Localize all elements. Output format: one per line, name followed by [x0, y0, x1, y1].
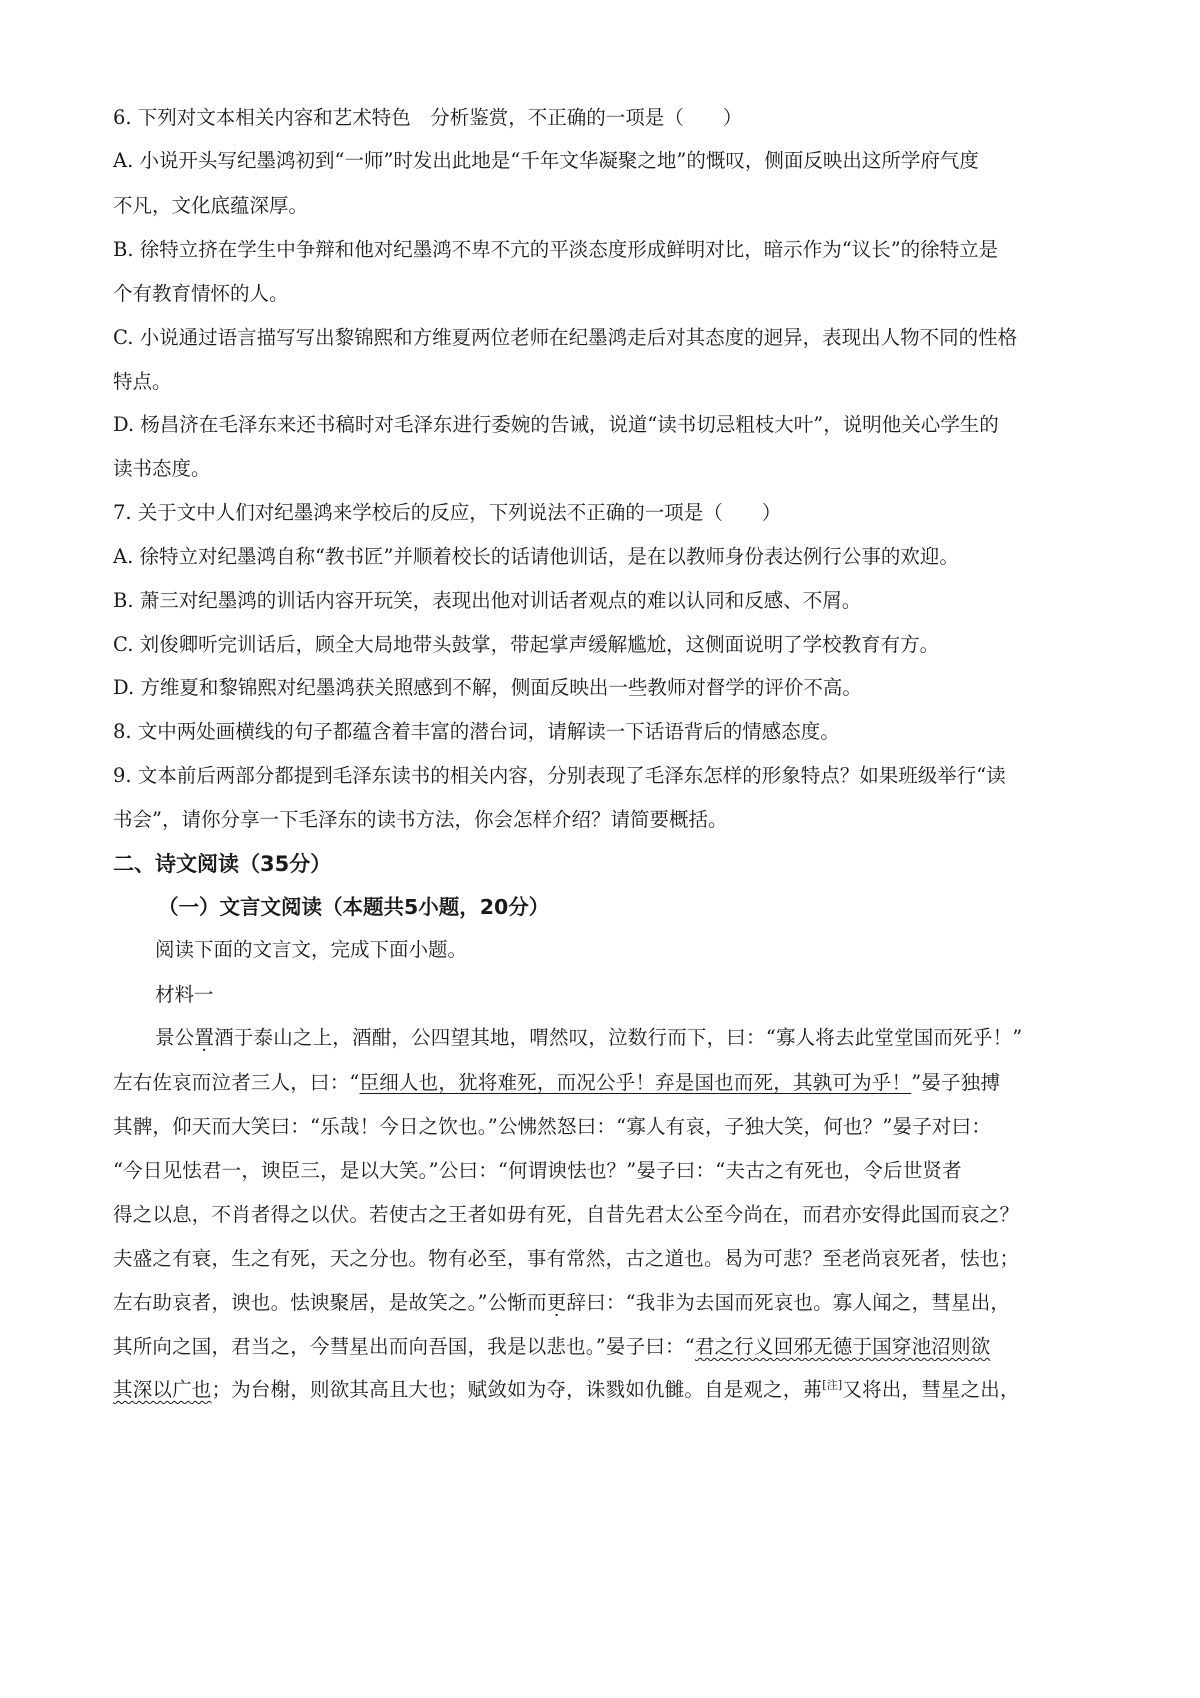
- q7-option-a: A. 徐特立对纪墨鸿自称“教书匠”并顺着校长的话请他训话，是在以教师身份表达例行公事的欢迎。: [113, 545, 959, 568]
- q7-option-d: D. 方维夏和黎锦熙对纪墨鸿获关照感到不解，侧面反映出一些教师对督学的评价不高。: [113, 676, 862, 699]
- classical-line-8: [113, 1333, 1103, 1361]
- q6-option-a-line1: A. 小说开头写纪墨鸿初到“一师”时发出此地是“千年文华凝聚之地”的慨叹，侧面反映出这所学府气度: [113, 149, 979, 172]
- text-run: 左右助哀者，谀也。怯谀聚居，是故笑之。”公惭而: [113, 1291, 547, 1314]
- classical-line-5: 得之以息，不肖者得之以伏。若使古之王者如毋有死，自昔先君太公至今尚在，而君亦安得此国而哀之？: [113, 1203, 1020, 1226]
- q6-option-b-line1: B. 徐特立挤在学生中争辩和他对纪墨鸿不卑不亢的平淡态度形成鲜明对比，暗示作为“议长”的徐特立是: [113, 238, 999, 261]
- classical-line-2: [113, 1069, 1103, 1097]
- text-run: 左右佐哀而泣者三人，曰：“: [113, 1071, 360, 1094]
- text-run: 其所向之国，君当之，今彗星出而向吾国，我是以悲也。”晏子曰：“: [113, 1335, 695, 1358]
- text-run: ；为台榭，则欲其高且大也；赋敛如为夺，诛戮如仇雠。自是观之，茀: [211, 1378, 823, 1401]
- q6-option-b-line2: 个有教育情怀的人。: [113, 282, 289, 305]
- q8-stem: 8. 文中两处画横线的句子都蕴含着丰富的潜台词，请解读一下话语背后的情感态度。: [113, 720, 840, 743]
- text-run: 辞曰：“我非为去国而死哀也。寡人闻之，彗星出，: [566, 1291, 1011, 1314]
- emphasis-char: 更: [546, 1291, 567, 1314]
- classical-line-6: 夫盛之有衰，生之有死，天之分也。物有必至，事有常然，古之道也。曷为可悲？至老尚哀死者，怯也；: [113, 1247, 1020, 1270]
- q7-option-b: B. 萧三对纪墨鸿的训话内容开玩笑，表现出他对训话者观点的难以认同和反感、不屑。: [113, 589, 862, 612]
- text-run: 又将出，彗星之出，: [842, 1378, 1020, 1401]
- classical-line-3: 其髀，仰天而大笑曰：“乐哉！今日之饮也。”公怫然怒曰：“寡人有哀，子独大笑，何也？”晏子对曰：: [113, 1115, 992, 1138]
- material-label: 材料一: [155, 983, 214, 1006]
- classical-line-4: “今日见怯君一，谀臣三，是以大笑。”公曰：“何谓谀怯也？”晏子曰：“夫古之有死也，令后世贤者: [113, 1159, 962, 1182]
- text-run: ”晏子独搏: [911, 1071, 1001, 1094]
- classical-line-1: [155, 1024, 1145, 1052]
- classical-line-7: [113, 1289, 1103, 1317]
- q6-option-a-line2: 不凡，文化底蕴深厚。: [113, 194, 309, 217]
- q9-stem-line2: 书会”，请你分享一下毛泽东的读书方法，你会怎样介绍？请简要概括。: [113, 808, 728, 831]
- emphasis-char: 置: [194, 1026, 215, 1049]
- q6-option-d-line1: D. 杨昌济在毛泽东来还书稿时对毛泽东进行委婉的告诫，说道“读书切忌粗枝大叶”，说明他关心学生的: [113, 413, 999, 436]
- q6-option-c-line1: C. 小说通过语言描写写出黎锦熙和方维夏两位老师在纪墨鸿走后对其态度的迥异，表现出人物不同的性格: [113, 326, 1018, 349]
- classical-line-9: [113, 1376, 1103, 1404]
- wavy-underlined-sentence-cont: 其深以广也: [113, 1378, 212, 1401]
- q9-stem-line1: 9. 文本前后两部分都提到毛泽东读书的相关内容，分别表现了毛泽东怎样的形象特点？如果班级举行“读: [113, 764, 1006, 787]
- text-run: 景公: [155, 1026, 195, 1049]
- q6-option-c-line2: 特点。: [113, 370, 172, 393]
- q7-option-c: C. 刘俊卿听完训话后，顾全大局地带头鼓掌，带起掌声缓解尴尬，这侧面说明了学校教育有方。: [113, 633, 940, 656]
- footnote-marker: [注]: [822, 1378, 843, 1392]
- text-run: 酒于泰山之上，酒酣，公四望其地，喟然叹，泣数行而下，曰：“寡人将去此堂堂国而死乎！”: [214, 1026, 1023, 1049]
- q6-stem: 6. 下列对文本相关内容和艺术特色 分析鉴赏，不正确的一项是（ ）: [113, 106, 743, 129]
- section-title: 二、诗文阅读（35分）: [113, 852, 332, 876]
- instruction-text: 阅读下面的文言文，完成下面小题。: [155, 938, 468, 961]
- q7-stem: 7. 关于文中人们对纪墨鸿来学校后的反应，下列说法不正确的一项是（ ）: [113, 501, 782, 524]
- wavy-underlined-sentence: 君之行义回邪无德于国穿池沼则欲: [694, 1335, 991, 1358]
- subsection-title: （一）文言文阅读（本题共5小题，20分）: [158, 895, 550, 919]
- q6-option-d-line2: 读书态度。: [113, 457, 211, 480]
- underlined-sentence-1: 臣细人也，犹将难死，而况公乎！弃是国也而死，其孰可为乎！: [359, 1071, 912, 1094]
